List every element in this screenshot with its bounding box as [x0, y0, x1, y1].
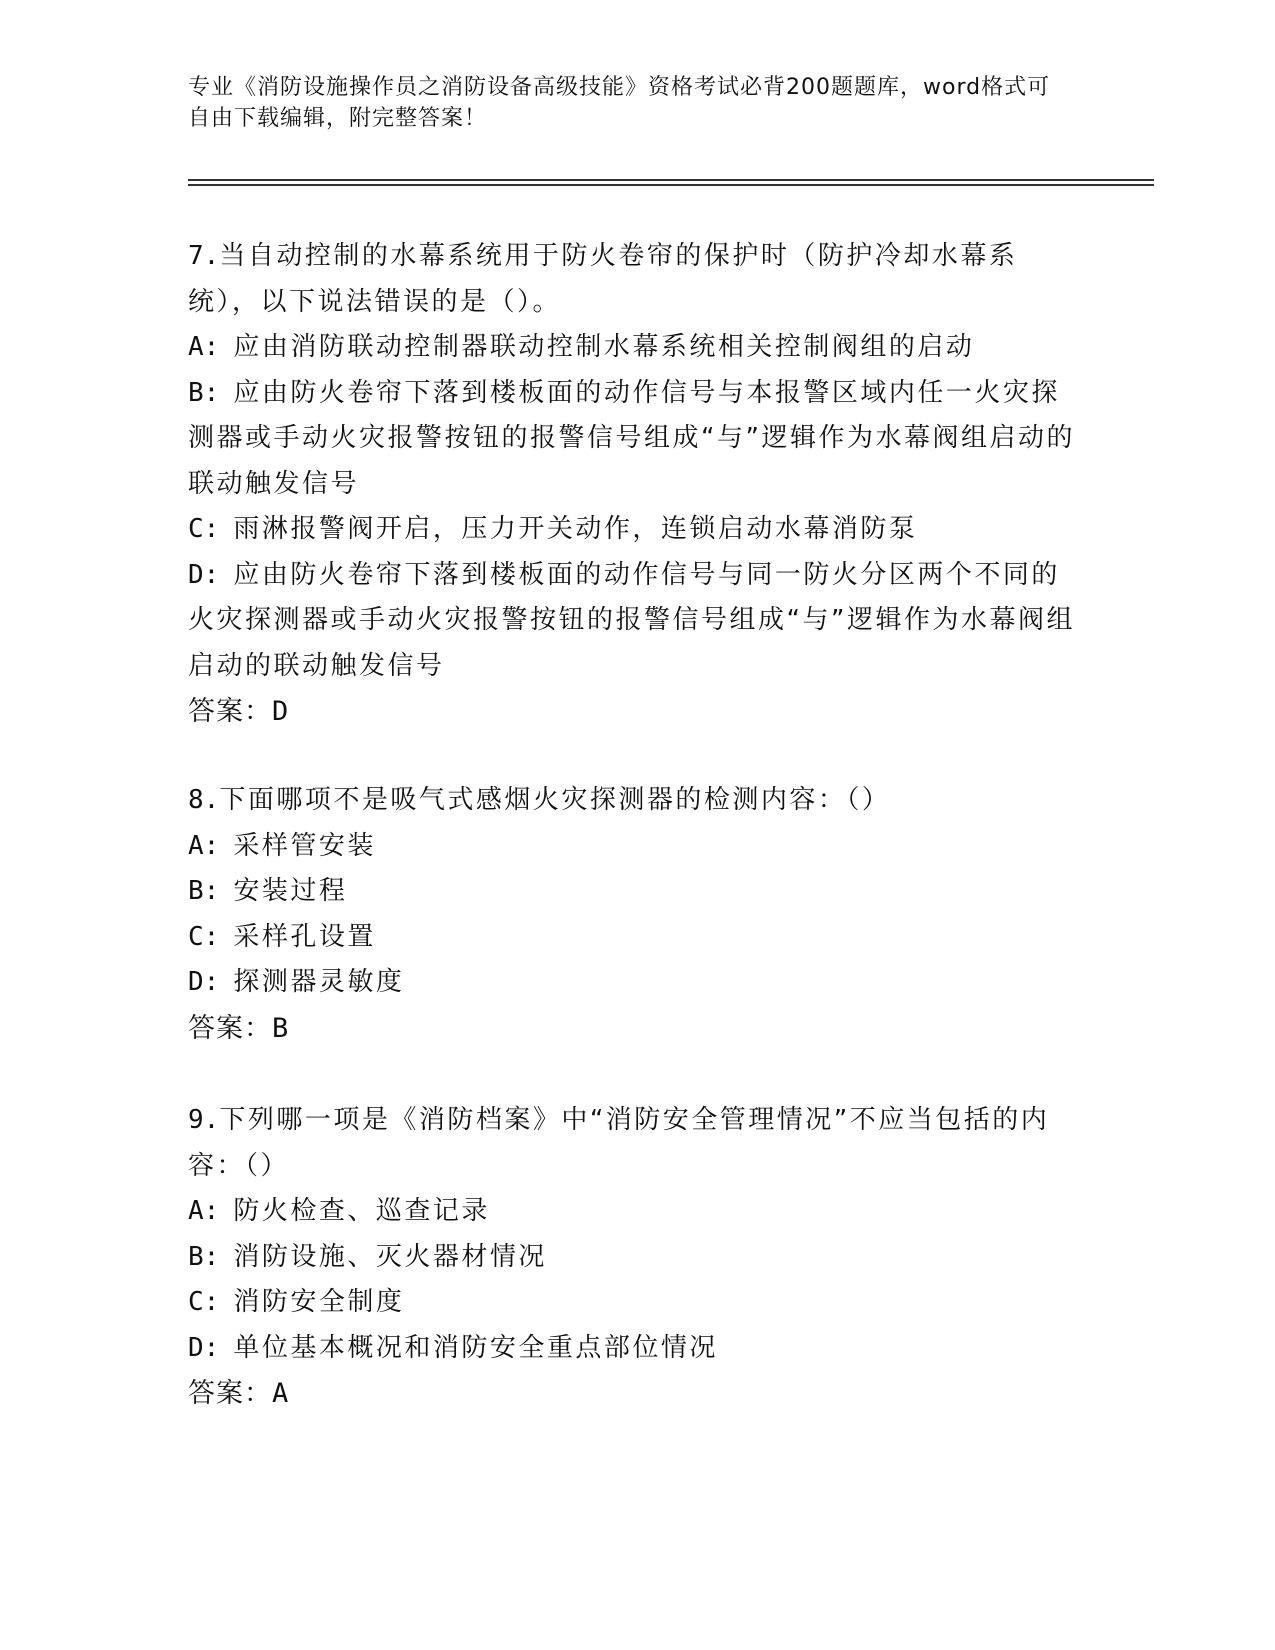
- option-letter: D:: [188, 967, 220, 997]
- question-7: [188, 234, 1078, 735]
- document-header: 专业《消防设施操作员之消防设备高级技能》资格考试必背200题题库，word格式可自由下载编辑，附完整答案！: [188, 75, 1051, 131]
- option-letter: A:: [188, 1196, 220, 1226]
- option-d: [188, 553, 1078, 690]
- answer-value: A: [272, 1378, 290, 1409]
- question-text: 下列哪一项是《消防档案》中“消防安全管理情况”不应当包括的内容：（）: [188, 1105, 1050, 1181]
- answer-line: [188, 1371, 1078, 1417]
- question-number: 7.: [188, 241, 220, 271]
- option-letter: B:: [188, 876, 220, 906]
- option-text: 消防安全制度: [233, 1287, 405, 1317]
- option-a: [188, 824, 1078, 870]
- option-text: 安装过程: [233, 876, 348, 906]
- answer-line: [188, 1006, 1078, 1052]
- option-text: 探测器灵敏度: [233, 967, 405, 997]
- option-text: 应由消防联动控制器联动控制水幕系统相关控制阀组的启动: [233, 332, 975, 362]
- option-letter: C:: [188, 1287, 220, 1317]
- option-d: [188, 1326, 1078, 1372]
- option-c: [188, 915, 1078, 961]
- answer-label: 答案：: [188, 1378, 272, 1409]
- question-number: 9.: [188, 1105, 220, 1135]
- option-text: 采样管安装: [233, 830, 376, 861]
- answer-label: 答案：: [188, 1012, 272, 1044]
- option-letter: B:: [188, 377, 220, 408]
- option-b: [188, 869, 1078, 915]
- option-text: 雨淋报警阀开启，压力开关动作，连锁启动水幕消防泵: [233, 514, 918, 544]
- question-stem: [188, 1098, 1078, 1189]
- option-a: [188, 325, 1078, 371]
- option-letter: C:: [188, 514, 220, 544]
- option-c: [188, 1280, 1078, 1326]
- option-letter: D:: [188, 559, 220, 590]
- option-text: 应由防火卷帘下落到楼板面的动作信号与本报警区域内任一火灾探测器或手动火灾报警按钮的报警信号组成“与”逻辑作为水幕阀组启动的联动触发信号: [188, 377, 1075, 499]
- option-letter: A:: [188, 830, 220, 861]
- question-stem: [188, 778, 1078, 824]
- option-b: [188, 371, 1078, 508]
- option-letter: A:: [188, 332, 220, 362]
- question-8: [188, 778, 1078, 1051]
- question-9: [188, 1098, 1078, 1417]
- question-text: 当自动控制的水幕系统用于防火卷帘的保护时（防护冷却水幕系统），以下说法错误的是（）。: [188, 241, 1018, 317]
- option-letter: B:: [188, 1241, 220, 1272]
- answer-value: B: [272, 1012, 290, 1044]
- option-c: [188, 507, 1078, 553]
- option-d: [188, 960, 1078, 1006]
- answer-line: [188, 689, 1078, 735]
- answer-label: 答案：: [188, 696, 272, 727]
- header-divider-bottom: [188, 184, 1154, 186]
- option-text: 防火检查、巡查记录: [233, 1196, 490, 1226]
- option-text: 采样孔设置: [233, 921, 376, 952]
- option-a: [188, 1189, 1078, 1235]
- option-text: 消防设施、灭火器材情况: [233, 1241, 547, 1272]
- question-text: 下面哪项不是吸气式感烟火灾探测器的检测内容：（）: [219, 785, 891, 815]
- answer-value: D: [272, 696, 290, 727]
- option-text: 单位基本概况和消防安全重点部位情况: [233, 1332, 718, 1363]
- question-number: 8.: [188, 785, 220, 815]
- option-b: [188, 1235, 1078, 1281]
- option-letter: C:: [188, 921, 220, 952]
- header-divider-top: [188, 179, 1154, 181]
- option-letter: D:: [188, 1332, 220, 1363]
- option-text: 应由防火卷帘下落到楼板面的动作信号与同一防火分区两个不同的火灾探测器或手动火灾报警按钮的报警信号组成“与”逻辑作为水幕阀组启动的联动触发信号: [188, 559, 1075, 681]
- question-stem: [188, 234, 1078, 325]
